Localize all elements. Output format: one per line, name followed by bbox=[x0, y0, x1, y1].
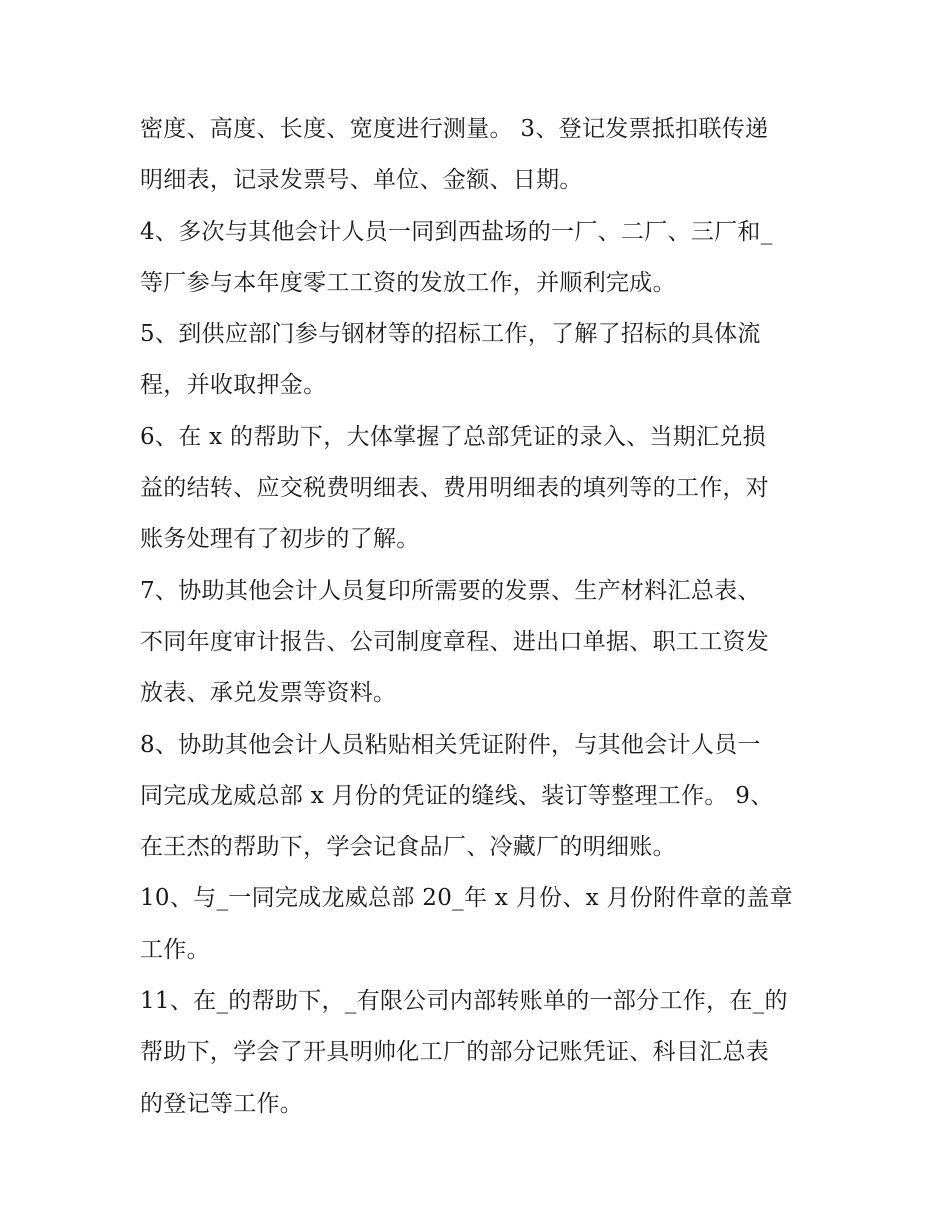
paragraph-measurement-and-invoice-register: 密度、高度、长度、宽度进行测量。 3、登记发票抵扣联传递 明细表，记录发票号、单位、金额、日期。 bbox=[140, 116, 769, 194]
paragraph-item-11: 11、在_的帮助下，_有限公司内部转账单的一部分工作，在_的 帮助下，学会了开具明帅化工厂的部分记账凭证、科目汇总表 的登记等工作。 bbox=[140, 988, 788, 1117]
paragraph-item-4: 4、多次与其他会计人员一同到西盐场的一厂、二厂、三厂和_ 等厂参与本年度零工工资的发放工作，并顺利完成。 bbox=[140, 218, 773, 296]
paragraph-item-8-9: 8、协助其他会计人员粘贴相关凭证附件，与其他会计人员一 同完成龙威总部 x 月份的凭证的缝线、装订等整理工作。 9、 在王杰的帮助下，学会记食品厂、冷藏厂的明细账。 bbox=[140, 731, 774, 861]
paragraph-item-5: 5、到供应部门参与钢材等的招标工作，了解了招标的具体流 程，并收取押金。 bbox=[140, 321, 761, 399]
document-body bbox=[140, 104, 820, 1130]
paragraph-item-7: 7、协助其他会计人员复印所需要的发票、生产材料汇总表、 不同年度审计报告、公司制度章程、进出口单据、职工工资发 放表、承兑发票等资料。 bbox=[140, 577, 770, 707]
paragraph-item-10: 10、与_一同完成龙威总部 20_年 x 月份、x 月份附件章的盖章 工作。 bbox=[140, 885, 793, 963]
paragraph-item-6: 6、在 x 的帮助下，大体掌握了总部凭证的录入、当期汇兑损 益的结转、应交税费明细表、费用明细表的填列等的工作，对 账务处理有了初步的了解。 bbox=[140, 423, 770, 553]
